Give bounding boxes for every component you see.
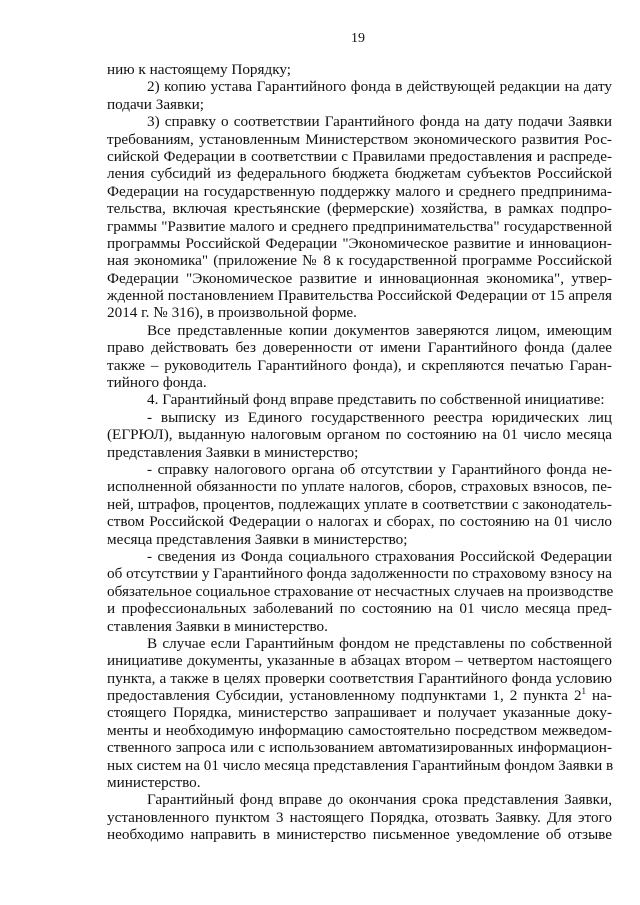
text-line: Федерации "Экономическое развитие и инновационная экономика", утвер- [107, 269, 612, 287]
paragraph [107, 409, 612, 461]
text-line: менты и необходимую информацию самостоятельно посредством межведом- [107, 721, 612, 739]
text-line: - выписку из Единого государственного реестра юридических лиц [147, 408, 612, 426]
text-line: об отсутствии у Гарантийного фонда задолженности по страховому взносу на [107, 565, 613, 583]
paragraph [107, 635, 612, 792]
text-line: Все представленные копии документов заверяются лицом, имеющим [147, 321, 612, 339]
text-line: программы Российской Федерации "Экономическое развитие и инновацион- [107, 234, 612, 252]
text-line: 2) копию устава Гарантийного фонда в действующей редакции на дату [147, 78, 612, 96]
text-line: 2014 г. № 316), в произвольной форме. [107, 304, 357, 322]
text-line: представления Заявки в министерство; [107, 443, 359, 461]
text-line: обязательное социальное страхование от несчастных случаев на производстве [107, 582, 614, 600]
text-line: подачи Заявки; [107, 95, 204, 113]
text-line: - справку налогового органа об отсутствии у Гарантийного фонда не- [147, 460, 612, 478]
text-line: тельства, включая крестьянские (фермерские) хозяйства, в рамках подпро- [107, 200, 612, 218]
text-line: стоящего Порядка, министерство запрашивает и получает указанные доку- [107, 704, 612, 722]
text-line: также – руководитель Гарантийного фонда), и скрепляются печатью Гаран- [107, 356, 612, 374]
text-line: тийного фонда. [107, 374, 207, 392]
paragraph [107, 113, 612, 322]
text-line: 3) справку о соответствии Гарантийного фонда на дату подачи Заявки [147, 113, 612, 131]
text-line: необходимо направить в министерство письменное уведомление об отзыве [107, 826, 612, 844]
paragraph [107, 391, 612, 408]
text-line: 4. Гарантийный фонд вправе представить по собственной инициативе: [147, 391, 605, 409]
text-line: министерство. [107, 774, 201, 792]
paragraph [107, 548, 612, 635]
text-line: пункта, а также в целях проверки соответствия Гарантийного фонда условию [107, 669, 612, 687]
document-body [107, 61, 612, 844]
paragraph [107, 791, 612, 843]
text-line: право действовать без доверенности от имени Гарантийного фонда (далее [107, 339, 612, 357]
text-line: Гарантийный фонд вправе до окончания срока представления Заявки, [147, 791, 612, 809]
text-line: ная экономика" (приложение № 8 к государственной программе Российской [107, 252, 612, 270]
text-line: ственного запроса или с использованием автоматизированных информацион- [107, 739, 612, 757]
text-line: ных систем на 01 число месяца представления Гарантийным фондом Заявки в [107, 756, 614, 774]
text-fragment: предоставления Субсидии, установленному подпунктами 1, 2 пункта 2 [107, 687, 582, 705]
paragraph [107, 461, 612, 548]
text-line: и профессиональных заболеваний по состоянию на 01 число месяца пред- [107, 600, 612, 618]
paragraph [107, 61, 612, 78]
text-line: нию к настоящему Порядку; [107, 61, 291, 78]
text-line: граммы "Развитие малого и среднего предпринимательства" государственной [107, 217, 612, 235]
text-line: ней, штрафов, процентов, подлежащих уплате в соответствии с законодатель- [107, 495, 612, 513]
text-line: установленного пунктом 3 настоящего Порядка, отозвать Заявку. Для этого [107, 808, 612, 826]
text-line [107, 687, 612, 704]
text-line: В случае если Гарантийным фондом не представлены по собственной [147, 634, 612, 652]
text-line: исполненной обязанности по уплате налогов, сборов, страховых взносов, пе- [107, 478, 612, 496]
superscript: 1 [581, 686, 587, 697]
text-line: сийской Федерации в соответствии с Правилами предоставления и распреде- [107, 147, 612, 165]
text-line: требованиям, установленным Министерством экономического развития Рос- [107, 130, 612, 148]
text-line: ления субсидий из федерального бюджета бюджетам субъектов Российской [107, 165, 612, 183]
paragraph [107, 78, 612, 113]
page-number: 19 [351, 31, 365, 46]
text-line: ством Российской Федерации о налогах и сборах, по состоянию на 01 число [107, 513, 612, 531]
text-line: инициативе документы, указанные в абзацах втором – четвертом настоящего [107, 652, 612, 670]
paragraph [107, 322, 612, 392]
text-line: Федерации на государственную поддержку малого и среднего предпринима- [107, 182, 612, 200]
text-line: ставления Заявки в министерство. [107, 617, 328, 635]
text-line: месяца представления Заявки в министерство; [107, 530, 408, 548]
text-line: (ЕГРЮЛ), выданную налоговым органом по состоянию на 01 число месяца [107, 426, 612, 444]
text-line: жденной постановлением Правительства Российской Федерации от 15 апреля [107, 287, 612, 305]
text-fragment: на- [586, 687, 612, 705]
text-line: - сведения из Фонда социального страхования Российской Федерации [147, 547, 612, 565]
